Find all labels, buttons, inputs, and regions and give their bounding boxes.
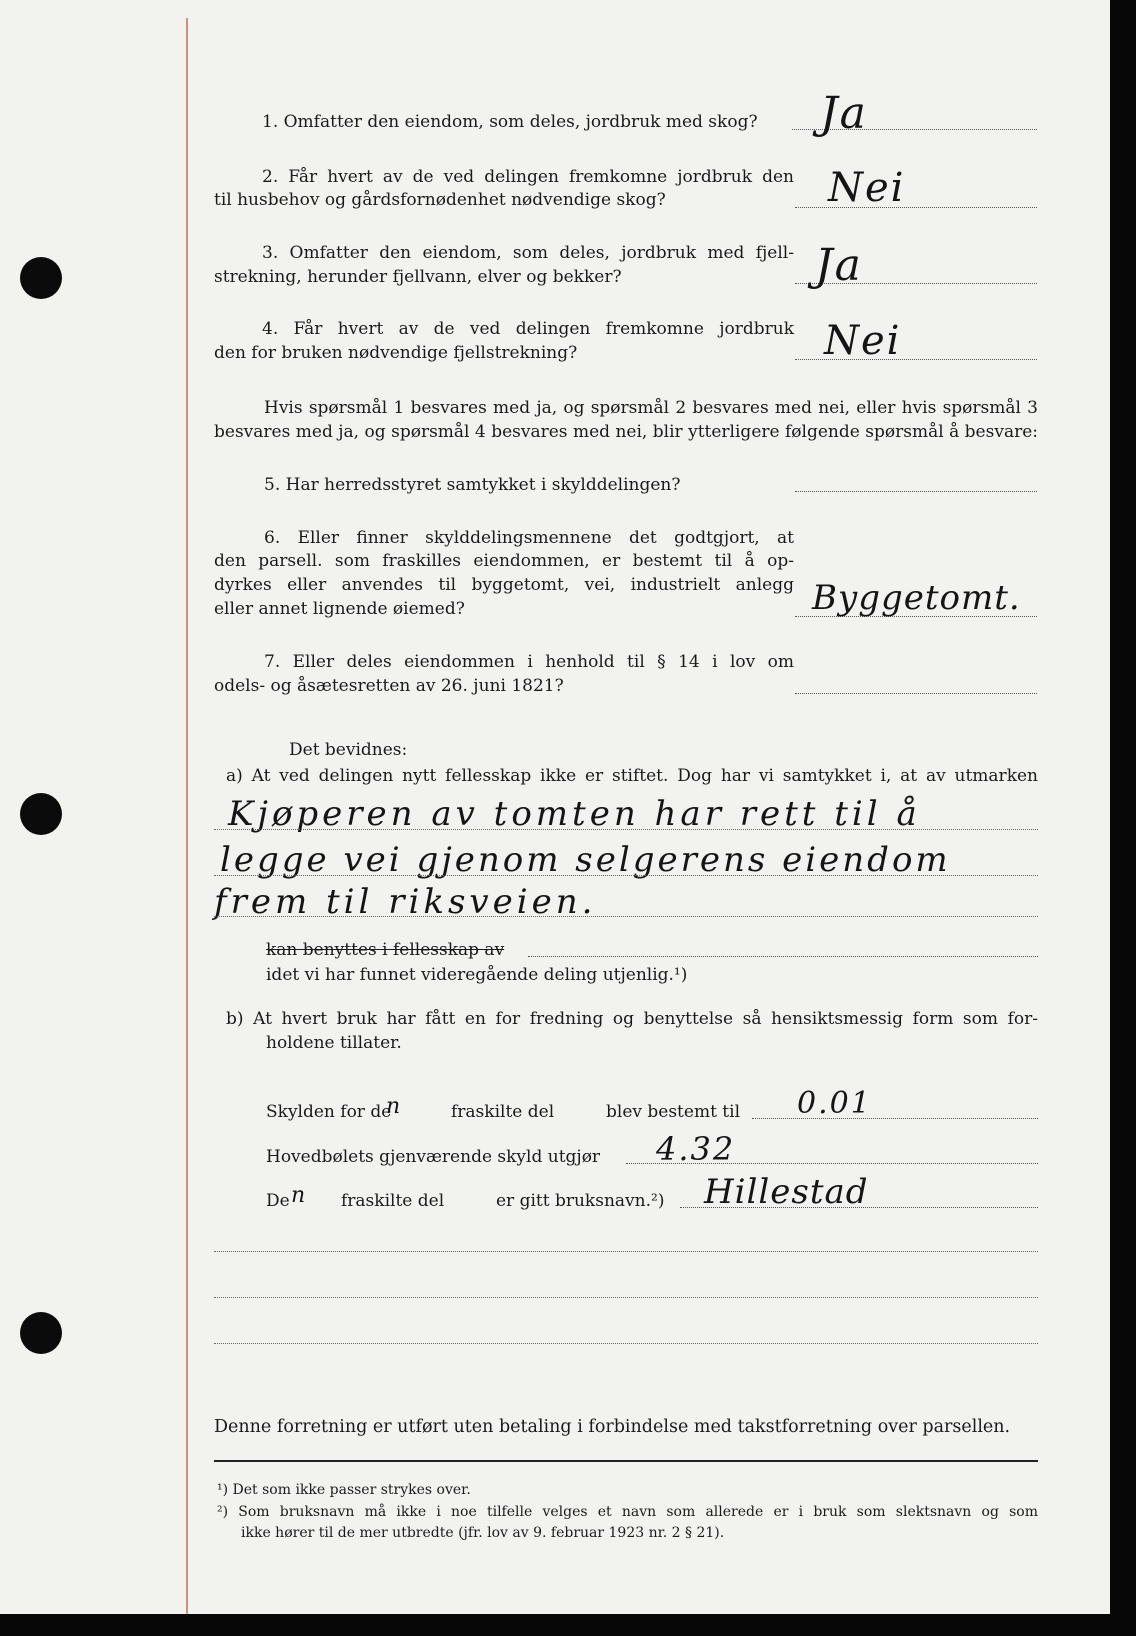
skyld-value-line [752, 1118, 1038, 1119]
certify-a-end: idet vi har funnet videregående deling utjenlig.¹) [266, 965, 688, 985]
bruksnavn-label-c: er gitt bruksnavn.²) [496, 1191, 665, 1211]
answer-line-7 [795, 693, 1037, 694]
hovedbol-value: 4.32 [656, 1130, 736, 1168]
bruksnavn-value: Hillestad [704, 1172, 869, 1212]
bruksnavn-label-b: fraskilte del [341, 1191, 445, 1211]
question-3-line-2: strekning, herunder fjellvann, elver og bekker? [214, 267, 622, 287]
question-1: 1. Omfatter den eiendom, som deles, jordbruk med skog? [262, 112, 758, 132]
answer-4: Nei [824, 318, 902, 364]
write-line-2 [214, 875, 1038, 876]
footnote-rule [214, 1460, 1038, 1462]
answer-2: Nei [828, 165, 906, 211]
skyld-label-a: Skylden for de [266, 1102, 392, 1122]
certify-heading: Det bevidnes: [289, 740, 408, 760]
write-line-3 [214, 916, 1038, 917]
certify-b-line-1: b) At hvert bruk har fått en for fredning og benyttelse så hensiktsmessig form som for- [226, 1009, 1038, 1029]
question-7-line-2: odels- og åsætesretten av 26. juni 1821? [214, 676, 564, 696]
handwritten-line-3: frem til riksveien. [214, 882, 597, 922]
conditional-line-2: besvares med ja, og spørsmål 4 besvares med nei, blir ytterligere følgende spørsmål å besvare: [214, 422, 1038, 442]
question-6-line-3: dyrkes eller anvendes til byggetomt, vei, industrielt anlegg [214, 575, 794, 595]
question-6-line-2: den parsell. som fraskilles eiendommen, er bestemt til å op- [214, 551, 794, 571]
blank-line-2 [214, 1297, 1038, 1298]
certify-b-line-2: holdene tillater. [266, 1033, 402, 1053]
struck-line [528, 956, 1038, 957]
conditional-line-1: Hvis spørsmål 1 besvares med ja, og spørsmål 2 besvares med nei, eller hvis spørsmål 3 [264, 398, 1038, 418]
certify-a-line: a) At ved delingen nytt fellesskap ikke er stiftet. Dog har vi samtykket i, at av utmarken [226, 766, 1038, 786]
question-4-line-2: den for bruken nødvendige fjellstrekning? [214, 343, 578, 363]
question-3-line-1: 3. Omfatter den eiendom, som deles, jordbruk med fjell- [262, 243, 794, 263]
skyld-label-b: fraskilte del [451, 1102, 555, 1122]
question-2-line-1: 2. Får hvert av de ved delingen fremkomne jordbruk den [262, 167, 794, 187]
skyld-label-c: blev bestemt til [606, 1102, 741, 1122]
bruksnavn-hw-suffix: n [291, 1183, 306, 1208]
blank-line-3 [214, 1343, 1038, 1344]
question-7-line-1: 7. Eller deles eiendommen i henhold til § 14 i lov om [264, 652, 794, 672]
bruksnavn-label-a: De [266, 1191, 290, 1211]
footnote-2-line-1: ²) Som bruksnavn må ikke i noe tilfelle velges et navn som allerede er i bruk som slektsnavn og som [217, 1504, 1038, 1520]
question-6-line-4: eller annet lignende øiemed? [214, 599, 465, 619]
blank-line-1 [214, 1251, 1038, 1252]
hovedbol-label: Hovedbølets gjenværende skyld utgjør [266, 1147, 601, 1167]
closing-statement: Denne forretning er utført uten betaling i forbindelse med takstforretning over parsellen. [214, 1417, 1011, 1437]
handwritten-line-2: legge vei gjenom selgerens eiendom [220, 840, 951, 880]
write-line-1 [214, 829, 1038, 830]
scan-border-bottom [0, 1614, 1136, 1636]
question-5: 5. Har herredsstyret samtykket i skylddelingen? [264, 475, 681, 495]
skyld-value: 0.01 [797, 1086, 872, 1121]
question-4-line-1: 4. Får hvert av de ved delingen fremkomne jordbruk [262, 319, 794, 339]
margin-rule [186, 18, 188, 1614]
punch-hole-top [20, 257, 62, 299]
question-6-line-1: 6. Eller finner skylddelingsmennene det godtgjort, at [264, 528, 794, 548]
question-2-line-2: til husbehov og gårdsfornødenhet nødvendige skog? [214, 190, 666, 210]
punch-hole-bottom [20, 1312, 62, 1354]
answer-line-5 [795, 491, 1037, 492]
scan-border-right [1110, 0, 1136, 1636]
footnote-2-line-2: ikke hører til de mer utbredte (jfr. lov av 9. februar 1923 nr. 2 § 21). [241, 1525, 725, 1541]
punch-hole-middle [20, 793, 62, 835]
handwritten-line-1: Kjøperen av tomten har rett til å [228, 794, 921, 834]
footnote-1: ¹) Det som ikke passer strykes over. [217, 1482, 471, 1498]
skyld-hw-suffix-1: n [386, 1094, 401, 1119]
answer-3: Ja [815, 240, 863, 291]
answer-6: Byggetomt. [812, 578, 1021, 618]
struck-text: kan benyttes i fellesskap av [266, 940, 505, 960]
answer-1: Ja [820, 88, 868, 139]
